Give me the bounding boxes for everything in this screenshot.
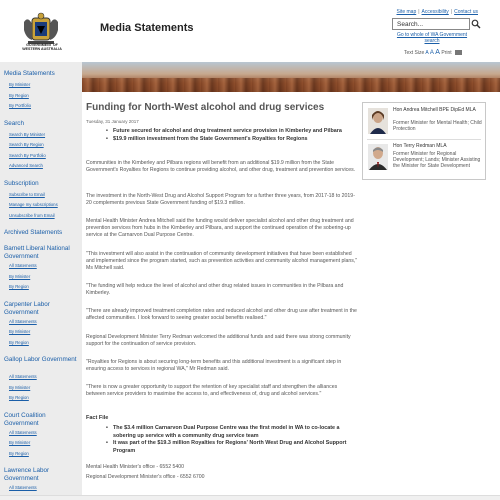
sidebar-item[interactable]: All Statements <box>9 429 37 435</box>
minister-title: Former Minister for Regional Development; Lands; Minister Assisting the Minister for State Development <box>393 151 481 169</box>
sidebar-item[interactable]: Subscribe to Email <box>9 191 45 197</box>
sidebar-item[interactable]: By Minister <box>9 329 31 334</box>
sidebar-item[interactable]: By Minister <box>9 384 31 390</box>
print-link[interactable]: Print <box>441 50 452 56</box>
sidebar-section-title[interactable]: Subscription <box>4 179 39 187</box>
site-map-link[interactable]: Site map <box>396 9 417 15</box>
article-paragraph: "There are already improved treatment completion rates and reduced alcohol and other drug use after treatment in the affected communities. I look forward to seeing greater social benefits realised." <box>86 308 357 321</box>
divider <box>367 139 481 140</box>
article-paragraph: The investment in the North-West Drug and Alcohol Support Program for a further three years, from 2017-18 to 2019-20 complements previous State Government funding of $19.3 million. <box>86 193 355 206</box>
sidebar-item[interactable]: By Minister <box>9 440 31 445</box>
sidebar-item[interactable]: By Region <box>9 92 29 98</box>
article-paragraph: "There is now a greater opportunity to support the retention of key specialist staff and strengthen the alliances between service providers to maximise the access to, and effectiveness of, drug and alcohol services." <box>86 384 338 397</box>
fact-file-heading: Fact File <box>86 415 109 421</box>
contact-line: Regional Development Minister's office - 6552 6700 <box>86 474 205 480</box>
sidebar-item[interactable]: Search By Minister <box>9 131 46 137</box>
list-item: • $19.9 million investment from the State Government's Royalties for Regions <box>106 136 351 144</box>
sidebar-item[interactable]: By Portfolio <box>9 103 31 108</box>
sidebar-section-title[interactable]: Gallop Labor Government <box>4 356 77 363</box>
contact-line: Mental Health Minister's office - 6552 5400 <box>86 464 185 470</box>
sidebar-item[interactable]: By Region <box>9 395 29 400</box>
list-item: • It was part of the $19.3 million Royalties for Regions' North West Drug and Alcohol Support Program <box>106 440 351 455</box>
sidebar-item[interactable]: All Statements <box>9 374 37 379</box>
sidebar-item[interactable]: All Statements <box>9 485 37 490</box>
sidebar-item[interactable]: Search By Portfolio <box>9 152 46 158</box>
article-paragraph: "The funding will help reduce the level of alcohol and other drug related issues in communities in the Pilbara and Kimberley. <box>86 283 344 296</box>
sidebar-item[interactable]: All Statements <box>9 318 37 324</box>
article-title: Funding for North-West alcohol and drug services <box>86 102 325 113</box>
sidebar-item[interactable]: Advanced Search <box>9 163 43 168</box>
article-paragraph: Regional Development Minister Terry Redman welcomed the additional funds and said there was strong community support for the continuation of service provision. <box>86 334 351 347</box>
minister-name-link[interactable]: Hon Andrea Mitchell BPE DipEd MLA <box>393 107 476 113</box>
contact-us-link[interactable]: Contact us <box>454 9 478 15</box>
text-size-controls <box>404 49 462 56</box>
sidebar-item[interactable]: By Region <box>9 339 29 345</box>
summary-bullets <box>106 128 351 143</box>
person-icon <box>368 108 388 134</box>
landscape-banner-image <box>82 62 500 92</box>
person-icon <box>368 144 388 170</box>
sidebar-item[interactable]: Search By Region <box>9 142 44 147</box>
text-size-medium-button[interactable]: A <box>429 50 434 56</box>
text-size-large-button[interactable]: A <box>435 49 440 56</box>
sidebar-section-title[interactable]: Lawrence Labor Government <box>4 467 50 482</box>
article-date: Tuesday, 31 January 2017 <box>86 119 139 124</box>
printer-icon[interactable] <box>455 50 462 55</box>
article-paragraph: "Royalties for Regions is about securing long-term benefits and this additional investment is a significant step in ensuring access to services in regional WA," Mr Redman said. <box>86 359 342 372</box>
article-paragraph: Communities in the Kimberley and Pilbara regions will benefit from an additional $19.9 million from the State Government's Royalties for Regions to continue providing alcohol, and other drug, treatment and prevention services. <box>86 160 356 173</box>
article-paragraph: Mental Health Minister Andrea Mitchell said the funding would deliver specialist alcohol and other drug treatment and prevention services from hubs in the Kimberley and Pilbara, and support the continued operation of the sobering-up service at the Carnarvon Dual Purpose Centre. <box>86 218 354 238</box>
utility-links: Site map | Accessibility | Contact us <box>396 9 478 15</box>
minister-photo[interactable] <box>368 144 388 170</box>
horizontal-scrollbar[interactable] <box>0 495 500 500</box>
wa-government-search-link[interactable]: Go to whole of WA Government search <box>396 32 468 44</box>
sidebar-section-title[interactable]: Search <box>4 119 24 127</box>
text-size-small-button[interactable]: A <box>425 50 429 56</box>
minister-photo[interactable] <box>368 108 388 134</box>
sidebar-section-title[interactable]: Barnett Liberal National Government <box>4 245 70 260</box>
page-header <box>0 0 500 60</box>
text-size-label: Text Size <box>404 50 425 56</box>
sidebar-item[interactable]: Unsubscribe from Email <box>9 212 55 218</box>
list-item: • The $3.4 million Carnarvon Dual Purpose Centre was the first model in WA to co-locate a sobering up service with a community drug service team <box>106 425 351 440</box>
sidebar-section-title[interactable]: Carpenter Labor Government <box>4 300 50 316</box>
sidebar-section-title[interactable]: Archived Statements <box>4 229 63 236</box>
fact-file-bullets <box>106 425 351 455</box>
search-icon[interactable] <box>471 19 481 29</box>
sidebar-section-title[interactable]: Media Statements <box>4 70 55 77</box>
accessibility-link[interactable]: Accessibility <box>421 9 449 15</box>
sidebar-item[interactable]: Manage my subscriptions <box>9 202 58 207</box>
sidebar-item[interactable]: By Minister <box>9 82 31 87</box>
search-input[interactable]: Search... <box>392 18 470 30</box>
sidebar-item[interactable]: By Region <box>9 450 29 456</box>
list-item: • Future secured for alcohol and drug treatment service provision in Kimberley and Pilbara <box>106 128 351 136</box>
sidebar-section-title[interactable]: Court Coalition Government <box>4 411 46 427</box>
page-title: Media Statements <box>100 22 194 34</box>
sidebar-item[interactable]: By Region <box>9 284 29 289</box>
sidebar-item[interactable]: By Minister <box>9 273 31 279</box>
minister-title: Former Minister for Mental Health; Child Protection <box>393 120 482 132</box>
crest-label: GOVERNMENT OF WESTERN AUSTRALIA <box>22 43 62 51</box>
minister-name-link[interactable]: Hon Terry Redman MLA <box>393 143 447 149</box>
sidebar-item[interactable]: All Statements <box>9 263 37 268</box>
article-paragraph: "This investment will also assist in the continuation of community development initiatives that have been established and implemented since the program started, such as prevention activities and community alcohol management plans," Ms Mitchell said. <box>86 251 358 271</box>
related-ministers-panel <box>362 102 486 180</box>
